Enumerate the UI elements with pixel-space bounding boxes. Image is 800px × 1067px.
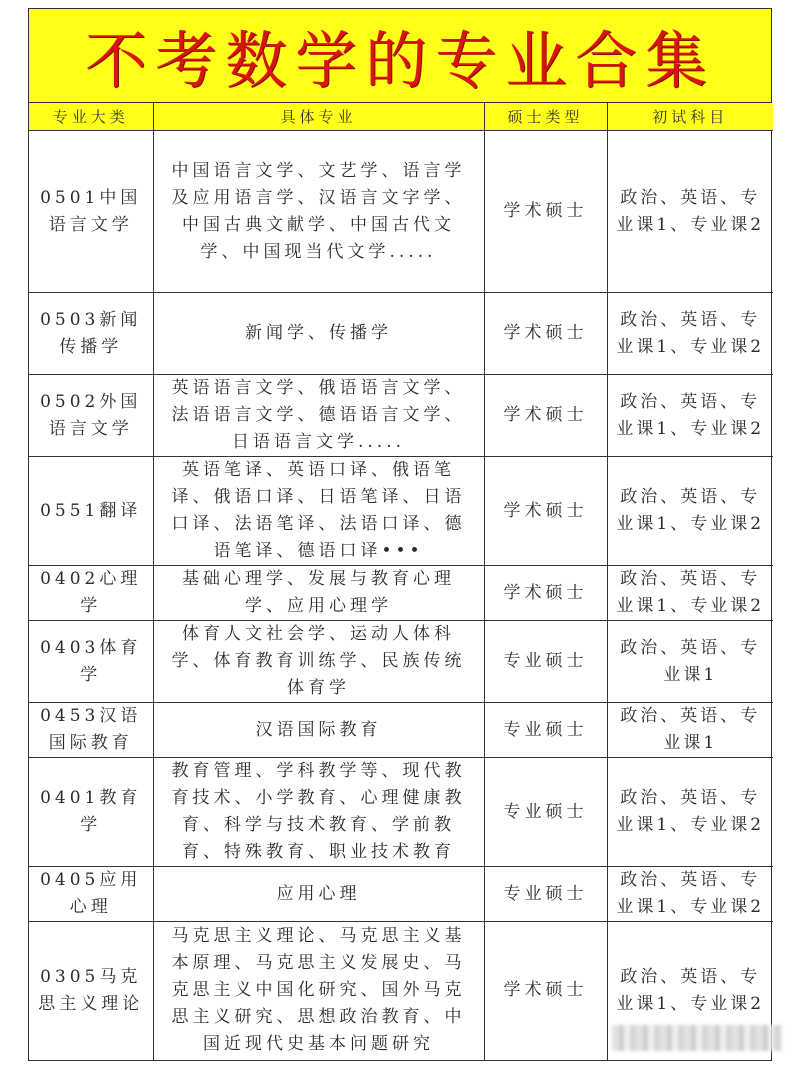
degree-type-cell: 专业硕士 (484, 758, 607, 867)
table-row (29, 293, 773, 375)
table-row (29, 621, 773, 703)
header-majors: 具体专业 (153, 103, 484, 131)
degree-type-cell: 学术硕士 (484, 566, 607, 621)
exam-subjects-cell: 政治、英语、专业课1、专业课2 (607, 566, 773, 621)
category-cell: 0402心理学 (29, 566, 153, 621)
table-row (29, 703, 773, 758)
category-cell: 0502外国语言文学 (29, 375, 153, 457)
exam-subjects-cell: 政治、英语、专业课1、专业课2 (607, 922, 773, 1060)
category-cell: 0453汉语国际教育 (29, 703, 153, 758)
degree-type-cell: 专业硕士 (484, 621, 607, 703)
majors-cell: 应用心理 (153, 867, 484, 922)
table-row (29, 566, 773, 621)
category-cell: 0401教育学 (29, 758, 153, 867)
majors-cell: 英语语言文学、俄语语言文学、法语语言文学、德语语言文学、日语语言文学..... (153, 375, 484, 457)
exam-subjects-cell: 政治、英语、专业课1、专业课2 (607, 867, 773, 922)
degree-type-cell: 学术硕士 (484, 293, 607, 375)
majors-cell: 马克思主义理论、马克思主义基本原理、马克思主义发展史、马克思主义中国化研究、国外马克思主义研究、思想政治教育、中国近现代史基本问题研究 (153, 922, 484, 1060)
table-row (29, 867, 773, 922)
majors-cell: 体育人文社会学、运动人体科学、体育教育训练学、民族传统体育学 (153, 621, 484, 703)
category-cell: 0403体育学 (29, 621, 153, 703)
exam-subjects-cell: 政治、英语、专业课1、专业课2 (607, 457, 773, 566)
exam-subjects-cell: 政治、英语、专业课1、专业课2 (607, 758, 773, 867)
header-category: 专业大类 (29, 103, 153, 131)
degree-type-cell: 专业硕士 (484, 703, 607, 758)
table-row (29, 758, 773, 867)
category-cell: 0305马克思主义理论 (29, 922, 153, 1060)
degree-type-cell: 学术硕士 (484, 131, 607, 293)
exam-subjects-cell: 政治、英语、专业课1 (607, 703, 773, 758)
majors-cell: 汉语国际教育 (153, 703, 484, 758)
table-row (29, 375, 773, 457)
exam-subjects-cell: 政治、英语、专业课1 (607, 621, 773, 703)
category-cell: 0551翻译 (29, 457, 153, 566)
table-header-row (29, 103, 773, 131)
exam-subjects-cell: 政治、英语、专业课1、专业课2 (607, 293, 773, 375)
header-exam-subjects: 初试科目 (607, 103, 773, 131)
category-cell: 0503新闻传播学 (29, 293, 153, 375)
majors-cell: 基础心理学、发展与教育心理学、应用心理学 (153, 566, 484, 621)
majors-cell: 英语笔译、英语口译、俄语笔译、俄语口译、日语笔译、日语口译、法语笔译、法语口译、德语笔译、德语口译••• (153, 457, 484, 566)
majors-table (29, 103, 773, 1060)
category-cell: 0501中国语言文学 (29, 131, 153, 293)
exam-subjects-cell: 政治、英语、专业课1、专业课2 (607, 131, 773, 293)
table-row (29, 131, 773, 293)
title-banner (29, 9, 771, 103)
degree-type-cell: 学术硕士 (484, 457, 607, 566)
degree-type-cell: 学术硕士 (484, 375, 607, 457)
header-degree-type: 硕士类型 (484, 103, 607, 131)
majors-cell: 新闻学、传播学 (153, 293, 484, 375)
majors-cell: 教育管理、学科教学等、现代教育技术、小学教育、心理健康教育、科学与技术教育、学前教育、特殊教育、职业技术教育 (153, 758, 484, 867)
page-title: 不考数学的专业合集 (84, 24, 715, 97)
exam-subjects-cell: 政治、英语、专业课1、专业课2 (607, 375, 773, 457)
majors-cell: 中国语言文学、文艺学、语言学及应用语言学、汉语言文字学、中国古典文献学、中国古代文学、中国现当代文学..... (153, 131, 484, 293)
blurred-watermark (612, 1025, 782, 1051)
degree-type-cell: 专业硕士 (484, 867, 607, 922)
table-row (29, 457, 773, 566)
degree-type-cell: 学术硕士 (484, 922, 607, 1060)
majors-table-sheet (28, 8, 772, 1061)
category-cell: 0405应用心理 (29, 867, 153, 922)
